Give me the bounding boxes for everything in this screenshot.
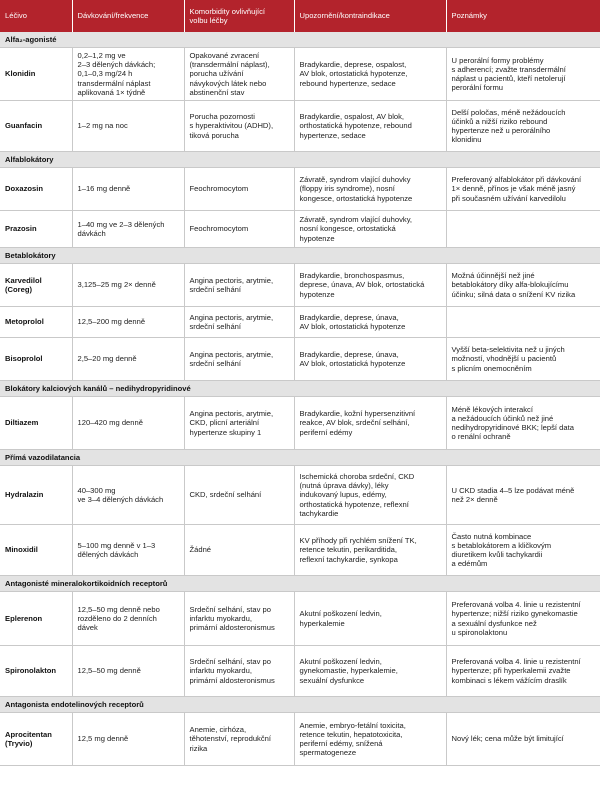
table-cell-notes-text: Preferovaný alfablokátor při dávkování 1× denně, přínos je však méně jasný při současném užívání karvedilolu [451, 175, 582, 203]
table-cell-comorbidities-text: Angina pectoris, arytmie, srdeční selhání [189, 312, 274, 331]
table-cell-comorbidities [184, 211, 294, 248]
table-cell-warnings [294, 646, 446, 697]
table-cell-comorbidities [184, 397, 294, 450]
table-cell-warnings-text: Akutní poškození ledvin, gynekomastie, hyperkalemie, sexuální dysfunkce [299, 657, 398, 685]
table-cell-drug [0, 307, 72, 338]
table-cell-notes [446, 646, 600, 697]
table-cell-notes [446, 101, 600, 152]
header-notes: Poznámky [446, 0, 600, 32]
group-row [0, 248, 600, 264]
table-row [0, 168, 600, 211]
table-row [0, 713, 600, 766]
group-row [0, 697, 600, 713]
table-row [0, 525, 600, 576]
table-cell-comorbidities-text: CKD, srdeční selhání [189, 490, 262, 500]
group-title: Antagonista endotelinových receptorů [0, 697, 600, 713]
table-cell-dose [72, 168, 184, 211]
table-cell-drug [0, 168, 72, 211]
table-cell-comorbidities-text: Srdeční selhání, stav po infarktu myokardu, primární aldosteronismus [189, 657, 275, 685]
table-cell-drug [0, 48, 72, 101]
table-cell-drug [0, 101, 72, 152]
table-cell-drug [0, 264, 72, 307]
table-cell-comorbidities-text: Opakované zvracení (transdermální náplast), porucha užívání návykových látek nebo abstinenční stav [189, 50, 270, 97]
table-cell-warnings-text: Bradykardie, ospalost, AV blok, orthostatická hypotenze, rebound hypertenze, sedace [299, 112, 412, 140]
table-body [0, 32, 600, 766]
header-warnings: Upozornění/kontraindikace [294, 0, 446, 32]
table-cell-notes-text: U perorální formy problémy s adherencí; zvažte transdermální náplast u pacientů, kteří netolerují perorální formu [451, 55, 566, 93]
table-cell-comorbidities [184, 338, 294, 381]
table-cell-notes [446, 338, 600, 381]
table-cell-warnings [294, 338, 446, 381]
table-cell-comorbidities [184, 101, 294, 152]
table-cell-notes [446, 397, 600, 450]
table-cell-dose-text: 0,2–1,2 mg ve 2–3 dělených dávkách; 0,1–0,3 mg/24 h transdermální náplast aplikovaná 1× týdně [77, 50, 156, 97]
table-cell-dose-text: 40–300 mg ve 3–4 dělených dávkách [77, 485, 164, 504]
table-row [0, 338, 600, 381]
table-cell-notes [446, 264, 600, 307]
table-cell-warnings-text: Anemie, embryo-fetální toxicita, retence tekutin, hepatotoxicita, periferní edémy, snížená spermatogeneze [299, 720, 406, 758]
table-cell-drug-text: Doxazosin [5, 184, 43, 194]
table-cell-warnings-text: Bradykardie, deprese, únava, AV blok, ortostatická hypotenze [299, 349, 406, 368]
table-cell-comorbidities-text: Angina pectoris, arytmie, CKD, plicní arteriální hypertenze skupiny 1 [189, 409, 274, 437]
table-cell-dose-text: 1–16 mg denně [77, 184, 131, 194]
table-cell-dose [72, 592, 184, 646]
table-cell-drug [0, 646, 72, 697]
table-cell-drug [0, 592, 72, 646]
table-cell-comorbidities-text: Angina pectoris, arytmie, srdeční selhání [189, 275, 274, 294]
group-title: Blokátory kalciových kanálů – nedihydropyridinové [0, 381, 600, 397]
table-cell-dose-text: 120–420 mg denně [77, 418, 143, 428]
table-cell-notes-text: U CKD stadia 4–5 lze podávat méně než 2× denně [451, 485, 575, 504]
table-cell-dose-text: 12,5 mg denně [77, 734, 129, 744]
table-cell-warnings [294, 168, 446, 211]
table-row [0, 592, 600, 646]
table-row [0, 397, 600, 450]
table-cell-notes-text: Často nutná kombinace s betablokátorem a kličkovým diuretikem kvůli tachykardii a edémům [451, 531, 552, 569]
group-title: Antagonisté mineralokortikoidních receptorů [0, 576, 600, 592]
table-cell-drug-text: Klonidin [5, 69, 36, 79]
table-cell-comorbidities-text: Porucha pozornosti s hyperaktivitou (ADHD), tiková porucha [189, 112, 274, 140]
table-cell-notes [446, 211, 600, 248]
table-cell-drug-text: Karvedilol (Coreg) [5, 275, 42, 294]
table-cell-comorbidities [184, 264, 294, 307]
table-cell-comorbidities [184, 646, 294, 697]
table-cell-warnings [294, 592, 446, 646]
table-cell-notes-text: Vyšší beta-selektivita než u jiných možností, vhodnější u pacientů s plicním onemocněním [451, 345, 565, 373]
table-cell-dose-text: 1–2 mg na noc [77, 121, 128, 131]
table-cell-notes-text: Nový lék; cena může být limitující [451, 734, 564, 744]
table-cell-warnings-text: Bradykardie, kožní hypersenzitivní reakce, AV blok, srdeční selhání, periferní edémy [299, 409, 416, 437]
table-cell-dose [72, 338, 184, 381]
table-cell-comorbidities-text: Angina pectoris, arytmie, srdeční selhání [189, 349, 274, 368]
table-cell-drug [0, 397, 72, 450]
table-cell-notes [446, 525, 600, 576]
table-cell-warnings-text: KV příhody při rychlém snížení TK, retence tekutin, perikarditida, reflexní tachykardie, synkopa [299, 536, 417, 564]
table-cell-drug [0, 713, 72, 766]
group-row [0, 381, 600, 397]
table-cell-warnings-text: Závratě, syndrom vlající duhovky, nosní kongesce, ortostatická hypotenze [299, 215, 413, 243]
table-cell-dose-text: 12,5–50 mg denně nebo rozděleno do 2 denních dávek [77, 604, 160, 633]
table-cell-comorbidities-text: Feochromocytom [189, 184, 249, 194]
table-cell-warnings [294, 525, 446, 576]
table-cell-notes-text: Preferovaná volba 4. linie u rezistentní hypertenze; nižší riziko gynekomastie a sexuální dysfunkce než u spironolaktonu [451, 600, 581, 637]
table-cell-warnings-text: Bradykardie, bronchospasmus, deprese, únava, AV blok, ortostatická hypotenze [299, 271, 425, 299]
table-cell-warnings-text: Akutní poškození ledvin, hyperkalemie [299, 609, 382, 628]
group-title: Betablokátory [0, 248, 600, 264]
group-title: Přímá vazodilatancia [0, 450, 600, 466]
table-cell-warnings [294, 466, 446, 525]
table-cell-comorbidities-text: Srdeční selhání, stav po infarktu myokardu, primární aldosteronismus [189, 604, 275, 633]
table-cell-drug-text: Diltiazem [5, 418, 39, 428]
table-cell-dose [72, 466, 184, 525]
table-cell-warnings-text: Ischemická choroba srdeční, CKD (nutná úprava dávky), léky indukovaný lupus, edémy, orthostatická hypotenze, reflexní tachykardie [299, 471, 415, 518]
table-cell-drug-text: Minoxidil [5, 545, 38, 555]
table-cell-warnings-text: Závratě, syndrom vlající duhovky (floppy iris syndrome), nosní kongesce, ortostatická hypotenze [299, 175, 413, 203]
table-cell-notes [446, 592, 600, 646]
table-cell-notes [446, 713, 600, 766]
table-cell-comorbidities [184, 168, 294, 211]
table-cell-notes-text: Preferovaná volba 4. linie u rezistentní hypertenze; při hyperkalemii zvažte kombinaci s lékem vážícím draslík [451, 657, 581, 685]
table-row [0, 264, 600, 307]
table-cell-notes [446, 48, 600, 101]
table-cell-comorbidities [184, 592, 294, 646]
table-cell-dose-text: 2,5–20 mg denně [77, 354, 137, 364]
table-cell-notes [446, 466, 600, 525]
table-cell-warnings [294, 48, 446, 101]
table-cell-dose [72, 48, 184, 101]
group-row [0, 32, 600, 48]
table-cell-dose-text: 1–40 mg ve 2–3 dělených dávkách [77, 219, 165, 238]
table-cell-notes-text: Delší poločas, méně nežádoucích účinků a nižší riziko rebound hypertenze než u perorálního klonidinu [451, 107, 566, 145]
group-title: Alfablokátory [0, 152, 600, 168]
table-cell-comorbidities [184, 307, 294, 338]
table-cell-notes-text: Možná účinnější než jiné betablokátory díky alfa-blokujícímu účinku; silná data o snížení KV rizika [451, 271, 576, 299]
table-cell-dose [72, 713, 184, 766]
table-cell-warnings-text: Bradykardie, deprese, ospalost, AV blok, ortostatická hypotenze, rebound hypertenze, sedace [299, 60, 408, 88]
table-cell-drug [0, 466, 72, 525]
table-cell-comorbidities [184, 466, 294, 525]
group-row [0, 152, 600, 168]
table-row [0, 48, 600, 101]
table-cell-notes-text: Méně lékových interakcí a nežádoucích účinků než jiné nedihydropyridinové BKK; lepší data o renální ochraně [451, 404, 574, 442]
table-cell-drug [0, 525, 72, 576]
header-drug: Léčivo [0, 0, 72, 32]
table-cell-notes [446, 307, 600, 338]
table-cell-comorbidities [184, 713, 294, 766]
table-cell-dose [72, 525, 184, 576]
table-cell-warnings [294, 264, 446, 307]
header-comorbidities: Komorbidity ovlivňující volbu léčby [184, 0, 294, 32]
table-cell-dose [72, 397, 184, 450]
table-cell-comorbidities-text: Žádné [189, 545, 212, 555]
table-row [0, 646, 600, 697]
group-row [0, 576, 600, 592]
table-cell-warnings [294, 101, 446, 152]
table-cell-warnings [294, 397, 446, 450]
table-cell-dose [72, 101, 184, 152]
table-cell-dose-text: 3,125–25 mg 2× denně [77, 280, 156, 290]
table-cell-drug-text: Bisoprolol [5, 354, 43, 364]
table-cell-drug-text: Eplerenon [5, 613, 43, 623]
table-cell-notes [446, 168, 600, 211]
group-title: Alfa₂-agonisté [0, 32, 600, 48]
table-cell-dose-text: 12,5–200 mg denně [77, 317, 146, 327]
table-cell-drug-text: Aprocitentan (Tryvio) [5, 729, 52, 748]
table-cell-drug-text: Metoprolol [5, 317, 44, 327]
table-row [0, 307, 600, 338]
table-cell-drug-text: Prazosin [5, 224, 37, 234]
table-cell-warnings [294, 713, 446, 766]
table-cell-drug-text: Hydralazin [5, 490, 44, 500]
table-cell-drug [0, 338, 72, 381]
table-cell-dose [72, 646, 184, 697]
table-cell-dose-text: 5–100 mg denně v 1–3 dělených dávkách [77, 540, 156, 559]
table-cell-comorbidities [184, 48, 294, 101]
header-row [0, 0, 600, 32]
table-row [0, 211, 600, 248]
table-cell-dose [72, 307, 184, 338]
table-cell-drug [0, 211, 72, 248]
table-cell-warnings-text: Bradykardie, deprese, únava, AV blok, ortostatická hypotenze [299, 312, 406, 331]
table-cell-warnings [294, 211, 446, 248]
table-cell-dose [72, 211, 184, 248]
group-row [0, 450, 600, 466]
table-row [0, 466, 600, 525]
table-cell-dose [72, 264, 184, 307]
table-cell-comorbidities-text: Anemie, cirhóza, těhotenství, reprodukční rizika [189, 725, 271, 753]
table-cell-warnings [294, 307, 446, 338]
table-cell-drug-text: Guanfacin [5, 121, 43, 131]
table-cell-drug-text: Spironolakton [5, 666, 57, 676]
table-row [0, 101, 600, 152]
table-cell-comorbidities [184, 525, 294, 576]
header-dose: Dávkování/frekvence [72, 0, 184, 32]
table-cell-dose-text: 12,5–50 mg denně [77, 666, 141, 676]
table-cell-comorbidities-text: Feochromocytom [189, 224, 249, 234]
